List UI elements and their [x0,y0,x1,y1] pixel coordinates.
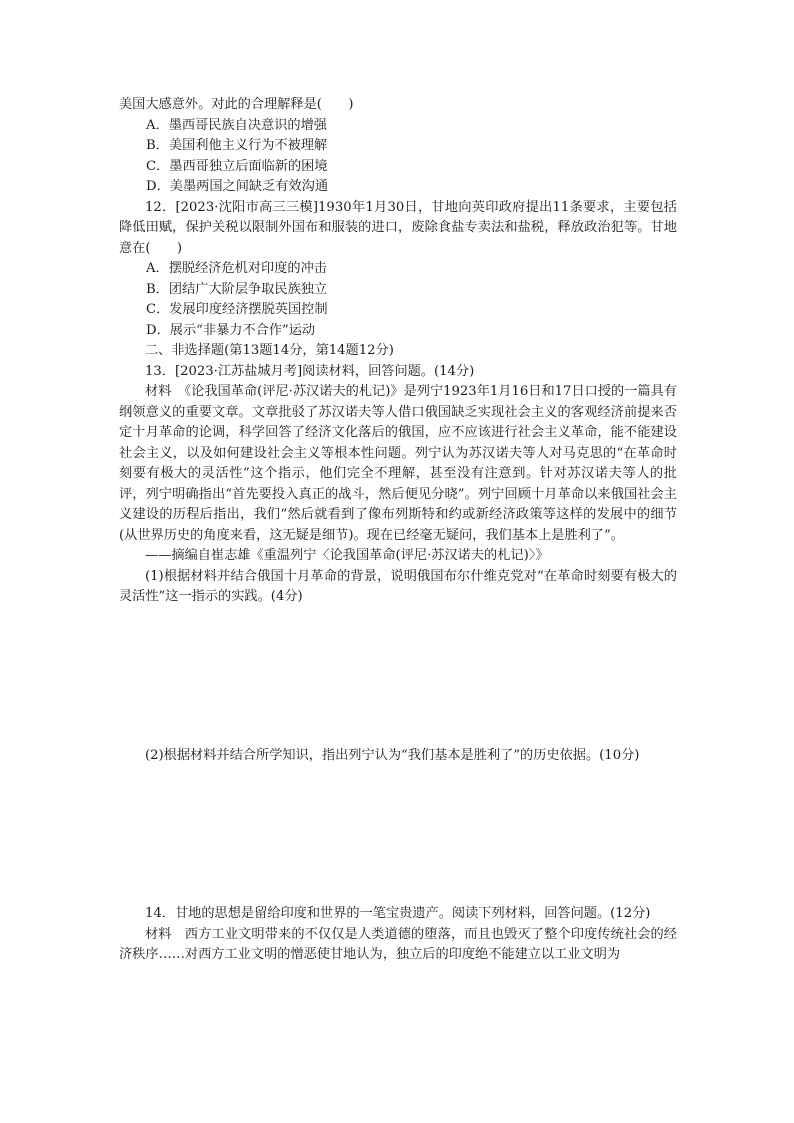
question-12-option-a: A．摆脱经济危机对印度的冲击 [146,261,327,276]
exam-page [119,95,677,966]
question-13-source: ——摘编自崔志雄《重温列宁〈论我国革命(评尼·苏汉诺夫的札记)〉》 [145,548,549,563]
question-13-header: 13．[2023·江苏盐城月考]阅读材料，回答问题。(14分) [145,363,475,379]
question-11-tail [119,95,677,198]
question-13-material: 材料 《论我国革命(评尼·苏汉诺夫的札记)》是列宁1923年1月16日和17日口授的一篇具有纲领意义的重要文章。文章批驳了苏汉诺夫等人借口俄国缺乏实现社会主义的客观经济前提来否定十月革命的论调，科学回答了经济文化落后的俄国，应不应该进行社会主义革命，能不能建设社会主义，以及如何建设社会主义等根本性问题。列宁认为苏汉诺夫等人对马克思的“在革命时刻要有极大的灵活性”这个指示，他们完全不理解，甚至没有注意到。针对苏汉诺夫等人的批评，列宁明确指出“首先要投入真正的战斗，然后便见分晓”。列宁回顾十月革命以来俄国社会主义建设的历程后指出，我们“然后就看到了像布列斯特和约或新经济政策等这样的发展中的细节(从世界历史的角度来看，这无疑是细节)。现在已经毫无疑问，我们基本上是胜利了”。 [119,384,677,543]
question-14 [119,904,677,966]
question-11-option-c: C．墨西哥独立后面临新的困境 [146,158,328,174]
question-13-sub2: (2)根据材料并结合所学知识，指出列宁认为“我们基本是胜利了”的历史依据。(10分) [145,747,640,763]
question-12 [119,198,677,342]
question-11-stem-end: 美国大感意外。对此的合理解释是( ) [119,97,354,112]
question-11-option-a: A．墨西哥民族自决意识的增强 [146,117,327,133]
question-14-material: 材料 西方工业文明带来的不仅仅是人类道德的堕落，而且也毁灭了整个印度传统社会的经济秩序……对西方工业文明的憎恶使甘地认为，独立后的印度绝不能建立以工业文明为 [119,926,677,962]
question-12-option-b: B．团结广大阶层争取民族独立 [146,281,328,297]
question-12-option-d: D．展示“非暴力不合作”运动 [146,322,316,338]
answer-space-13-1[interactable] [119,608,677,746]
question-13-sub1: (1)根据材料并结合俄国十月革命的背景，说明俄国布尔什维克党对“在革命时刻要有极大的灵活性”这一指示的实践。(4分) [119,568,677,604]
section-heading: 二、非选择题(第13题14分，第14题12分) [145,343,394,358]
answer-space-13-2[interactable] [119,766,677,904]
question-14-header: 14．甘地的思想是留给印度和世界的一笔宝贵遗产。阅读下列材料，回答问题。(12分) [145,906,651,921]
question-13 [119,362,677,905]
question-12-option-c: C．发展印度经济摆脱英国控制 [146,302,328,317]
question-11-option-b: B．美国利他主义行为不被理解 [146,138,328,153]
question-11-option-d: D．美墨两国之间缺乏有效沟通 [146,179,329,194]
question-12-stem: 12．[2023·沈阳市高三三模]1930年1月30日，甘地向英印政府提出11条要求，主要包括降低田赋，保护关税以限制外国布和服装的进口，废除食盐专卖法和盐税，释放政治犯等。甘地意在( ) [119,199,677,256]
